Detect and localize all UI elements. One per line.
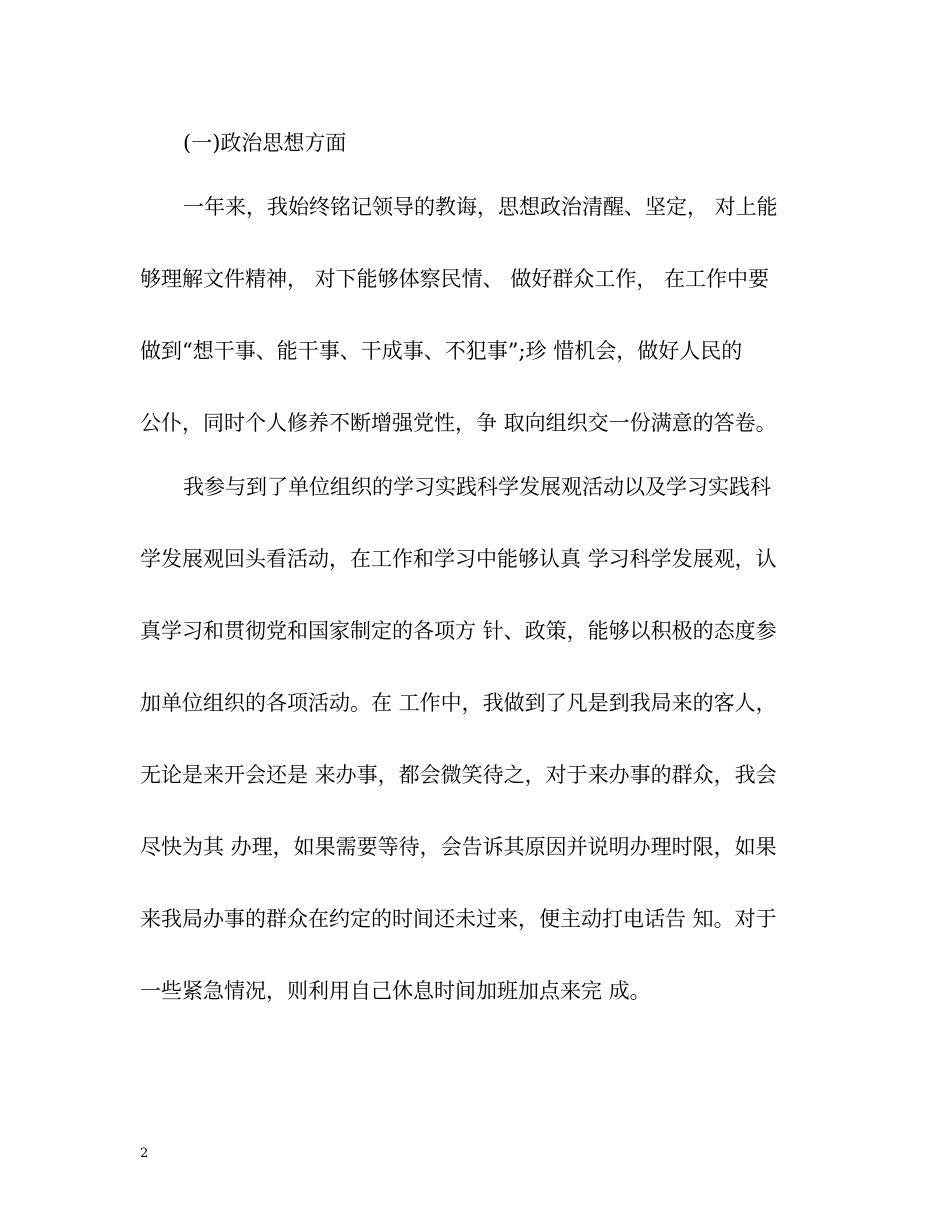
paragraph-1-line-2: 够理解文件精神， 对下能够体察民情、 做好群众工作， 在工作中要	[140, 267, 770, 291]
paragraph-2-line-7: 来我局办事的群众在约定的时间还未过来，便主动打电话告 知。对于	[140, 907, 777, 931]
section-heading: (一)政治思想方面	[183, 131, 347, 155]
page-number: 2	[140, 1146, 149, 1161]
paragraph-2-line-5: 无论是来开会还是 来办事，都会微笑待之，对于来办事的群众，我会	[140, 763, 777, 787]
paragraph-1-line-3: 做到“想干事、能干事、干成事、不犯事”;珍 惜机会，做好人民的	[140, 339, 743, 363]
paragraph-2-line-8: 一些紧急情况，则利用自己休息时间加班加点来完 成。	[140, 979, 651, 1003]
paragraph-2-line-3: 真学习和贯彻党和国家制定的各项方 针、政策，能够以积极的态度参	[140, 619, 777, 643]
paragraph-1-line-1: 一年来，我始终铭记领导的教诲，思想政治清醒、坚定， 对上能	[183, 195, 778, 219]
paragraph-1-line-4: 公仆，同时个人修养不断增强党性，争 取向组织交一份满意的答卷。	[140, 411, 777, 435]
paragraph-2-line-4: 加单位组织的各项活动。在 工作中，我做到了凡是到我局来的客人，	[140, 691, 777, 715]
paragraph-2-line-2: 学发展观回头看活动，在工作和学习中能够认真 学习科学发展观，认	[140, 547, 777, 571]
paragraph-2-line-6: 尽快为其 办理，如果需要等待，会告诉其原因并说明办理时限，如果	[140, 835, 777, 859]
paragraph-2-line-1: 我参与到了单位组织的学习实践科学发展观活动以及学习实践科	[183, 475, 771, 499]
